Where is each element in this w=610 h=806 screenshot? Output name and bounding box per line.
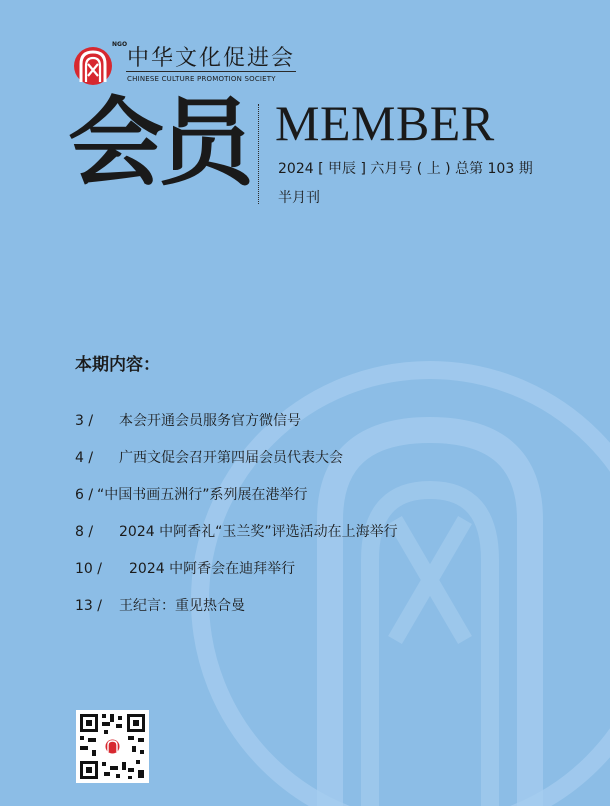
publication-frequency: 半月刊 xyxy=(278,190,320,206)
toc-page-number: 6 / xyxy=(75,487,94,503)
ngo-tag: NGO xyxy=(112,41,128,48)
toc-item[interactable] xyxy=(75,484,398,521)
toc-heading: 本期内容： xyxy=(75,355,160,375)
toc-item[interactable] xyxy=(75,558,398,595)
org-name-divider xyxy=(126,71,296,72)
magazine-title-english: MEMBER xyxy=(275,95,495,151)
toc-article-title: “中国书画五洲行”系列展在港举行 xyxy=(97,487,308,503)
toc-item[interactable] xyxy=(75,410,398,447)
toc-item[interactable] xyxy=(75,595,398,632)
toc-article-title: 本会开通会员服务官方微信号 xyxy=(119,413,301,429)
toc-page-number: 8 / xyxy=(75,524,94,540)
org-name: 中华文化促进会 xyxy=(127,46,296,71)
toc-article-title: 2024 中阿香会在迪拜举行 xyxy=(129,561,296,577)
magazine-title-chinese: 会员 xyxy=(68,86,248,199)
qr-code-icon[interactable] xyxy=(76,710,149,783)
ccps-logo-icon xyxy=(73,44,119,86)
toc-article-title: 王纪言：重见热合曼 xyxy=(119,598,245,614)
toc-page-number: 13 / xyxy=(75,598,102,614)
toc-page-number: 4 / xyxy=(75,450,94,466)
toc-item[interactable] xyxy=(75,521,398,558)
table-of-contents xyxy=(75,410,398,632)
toc-item[interactable] xyxy=(75,447,398,484)
issue-number: 2024 [ 甲辰 ] 六月号 ( 上 ) 总第 103 期 xyxy=(278,161,533,177)
title-divider xyxy=(258,104,259,204)
org-name-english: CHINESE CULTURE PROMOTION SOCIETY xyxy=(127,75,276,83)
toc-article-title: 2024 中阿香礼“玉兰奖”评选活动在上海举行 xyxy=(119,524,398,540)
toc-page-number: 3 / xyxy=(75,413,94,429)
toc-page-number: 10 / xyxy=(75,561,102,577)
toc-article-title: 广西文促会召开第四届会员代表大会 xyxy=(119,450,343,466)
